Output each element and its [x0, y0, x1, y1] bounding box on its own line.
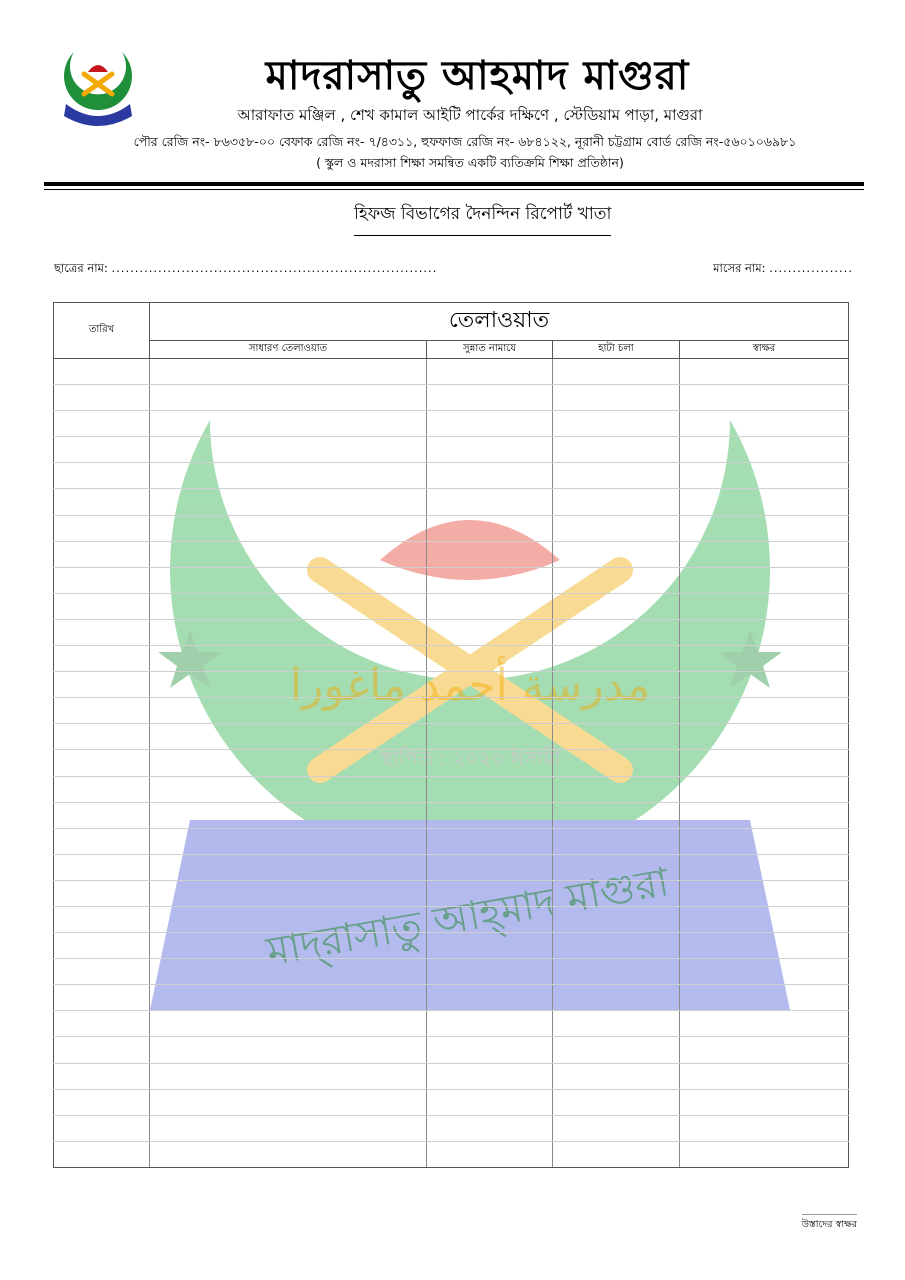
table-row — [54, 672, 849, 698]
walking-cell[interactable] — [553, 1089, 680, 1115]
walking-header: হাটা চলা — [553, 341, 680, 359]
watermark-arabic-text: مدرسة أحمد ماغورا — [289, 660, 651, 711]
date-cell[interactable] — [54, 906, 150, 932]
date-column-header: তারিখ — [54, 303, 150, 359]
teacher-signature-label: উস্তাদের স্বাক্ষর — [802, 1214, 858, 1233]
general-recitation-cell[interactable] — [150, 593, 427, 619]
table-row — [54, 411, 849, 437]
table-row — [54, 1141, 849, 1167]
walking-cell[interactable] — [553, 489, 680, 515]
walking-cell[interactable] — [553, 985, 680, 1011]
signature-cell[interactable] — [680, 359, 849, 385]
sunnah-prayer-cell[interactable] — [427, 1011, 553, 1037]
walking-cell[interactable] — [553, 1063, 680, 1089]
general-recitation-cell[interactable] — [150, 1115, 427, 1141]
student-name-label: ছাত্রের নাম: — [54, 261, 108, 275]
signature-cell[interactable] — [680, 959, 849, 985]
date-cell[interactable] — [54, 359, 150, 385]
date-cell[interactable] — [54, 646, 150, 672]
table-row — [54, 567, 849, 593]
walking-cell[interactable] — [553, 515, 680, 541]
table-row — [54, 1037, 849, 1063]
signature-cell[interactable] — [680, 385, 849, 411]
sunnah-prayer-cell[interactable] — [427, 959, 553, 985]
table-row — [54, 854, 849, 880]
signature-cell[interactable] — [680, 437, 849, 463]
general-recitation-cell[interactable] — [150, 959, 427, 985]
sunnah-prayer-cell[interactable] — [427, 750, 553, 776]
signature-cell[interactable] — [680, 646, 849, 672]
month-name-label: মাসের নাম: — [713, 261, 766, 275]
watermark-banner-text: মাদ্‌রাসাতু আহ্‌মাদ মাগুরা — [263, 859, 673, 976]
general-recitation-cell[interactable] — [150, 906, 427, 932]
general-recitation-cell[interactable] — [150, 1011, 427, 1037]
table-row — [54, 619, 849, 645]
general-recitation-cell[interactable] — [150, 854, 427, 880]
general-recitation-cell[interactable] — [150, 1089, 427, 1115]
madrasa-emblem-icon — [60, 44, 136, 126]
date-cell[interactable] — [54, 698, 150, 724]
date-cell[interactable] — [54, 489, 150, 515]
signature-cell[interactable] — [680, 489, 849, 515]
walking-cell[interactable] — [553, 1037, 680, 1063]
watermark-established: স্থাপিত : ২০২০ ঈসায়ী — [379, 746, 561, 770]
general-recitation-cell[interactable] — [150, 567, 427, 593]
date-cell[interactable] — [54, 959, 150, 985]
signature-cell[interactable] — [680, 1115, 849, 1141]
signature-cell[interactable] — [680, 854, 849, 880]
sunnah-prayer-cell[interactable] — [427, 985, 553, 1011]
signature-cell[interactable] — [680, 985, 849, 1011]
signature-cell[interactable] — [680, 567, 849, 593]
walking-cell[interactable] — [553, 1011, 680, 1037]
general-recitation-cell[interactable] — [150, 672, 427, 698]
institution-tagline: ( স্কুল ও মদরাসা শিক্ষা সমন্বিত একটি ব্যতিক্রমি শিক্ষা প্রতিষ্ঠান) — [316, 155, 624, 170]
general-recitation-cell[interactable] — [150, 619, 427, 645]
sunnah-prayer-cell[interactable] — [427, 411, 553, 437]
table-row — [54, 750, 849, 776]
walking-cell[interactable] — [553, 1115, 680, 1141]
table-row — [54, 776, 849, 802]
sunnah-prayer-cell[interactable] — [427, 1063, 553, 1089]
date-cell[interactable] — [54, 593, 150, 619]
signature-cell[interactable] — [680, 1063, 849, 1089]
header-divider — [44, 182, 864, 186]
general-recitation-cell[interactable] — [150, 985, 427, 1011]
table-row — [54, 541, 849, 567]
sunnah-prayer-cell[interactable] — [427, 1115, 553, 1141]
general-recitation-cell[interactable] — [150, 880, 427, 906]
general-recitation-cell[interactable] — [150, 933, 427, 959]
date-cell[interactable] — [54, 619, 150, 645]
table-row — [54, 1089, 849, 1115]
table-row — [54, 463, 849, 489]
walking-cell[interactable] — [553, 567, 680, 593]
date-cell[interactable] — [54, 802, 150, 828]
sunnah-prayer-cell[interactable] — [427, 802, 553, 828]
date-cell[interactable] — [54, 541, 150, 567]
table-row — [54, 489, 849, 515]
walking-cell[interactable] — [553, 750, 680, 776]
signature-cell[interactable] — [680, 933, 849, 959]
walking-cell[interactable] — [553, 854, 680, 880]
document-title: হিফজ বিভাগের দৈনন্দিন রিপোর্ট খাতা — [354, 201, 611, 236]
signature-cell[interactable] — [680, 698, 849, 724]
general-recitation-cell[interactable] — [150, 489, 427, 515]
table-row — [54, 933, 849, 959]
signature-header: স্বাক্ষর — [680, 341, 849, 359]
signature-cell[interactable] — [680, 463, 849, 489]
walking-cell[interactable] — [553, 385, 680, 411]
header-divider-thin — [44, 189, 864, 190]
table-row — [54, 437, 849, 463]
student-name-blank[interactable]: ...................................................................... — [111, 261, 438, 275]
date-cell[interactable] — [54, 1011, 150, 1037]
signature-cell[interactable] — [680, 724, 849, 750]
walking-cell[interactable] — [553, 724, 680, 750]
date-cell[interactable] — [54, 750, 150, 776]
general-recitation-cell[interactable] — [150, 541, 427, 567]
date-cell[interactable] — [54, 1063, 150, 1089]
date-cell[interactable] — [54, 854, 150, 880]
walking-cell[interactable] — [553, 698, 680, 724]
sunnah-prayer-cell[interactable] — [427, 385, 553, 411]
table-row — [54, 828, 849, 854]
general-recitation-cell[interactable] — [150, 776, 427, 802]
sunnah-prayer-cell[interactable] — [427, 567, 553, 593]
sunnah-prayer-cell[interactable] — [427, 880, 553, 906]
date-cell[interactable] — [54, 985, 150, 1011]
general-recitation-cell[interactable] — [150, 724, 427, 750]
recitation-group-header: তেলাওয়াত — [150, 303, 849, 341]
walking-cell[interactable] — [553, 906, 680, 932]
general-recitation-cell[interactable] — [150, 359, 427, 385]
table-row — [54, 959, 849, 985]
date-cell[interactable] — [54, 385, 150, 411]
signature-cell[interactable] — [680, 541, 849, 567]
report-table — [53, 302, 849, 1168]
sunnah-prayer-cell[interactable] — [427, 541, 553, 567]
table-row — [54, 593, 849, 619]
month-name-field[interactable] — [713, 260, 853, 279]
date-cell[interactable] — [54, 776, 150, 802]
signature-cell[interactable] — [680, 776, 849, 802]
student-name-field[interactable] — [54, 260, 437, 279]
sunnah-prayer-cell[interactable] — [427, 489, 553, 515]
walking-cell[interactable] — [553, 646, 680, 672]
sunnah-prayer-cell[interactable] — [427, 724, 553, 750]
signature-cell[interactable] — [680, 1141, 849, 1167]
signature-cell[interactable] — [680, 1089, 849, 1115]
date-cell[interactable] — [54, 567, 150, 593]
date-cell[interactable] — [54, 1141, 150, 1167]
sunnah-prayer-cell[interactable] — [427, 698, 553, 724]
table-row — [54, 646, 849, 672]
sunnah-prayer-cell[interactable] — [427, 1141, 553, 1167]
signature-cell[interactable] — [680, 411, 849, 437]
date-cell[interactable] — [54, 437, 150, 463]
general-recitation-cell[interactable] — [150, 1037, 427, 1063]
walking-cell[interactable] — [553, 828, 680, 854]
date-cell[interactable] — [54, 1115, 150, 1141]
general-recitation-cell[interactable] — [150, 463, 427, 489]
sunnah-prayer-cell[interactable] — [427, 463, 553, 489]
sunnah-prayer-cell[interactable] — [427, 828, 553, 854]
sunnah-prayer-cell[interactable] — [427, 593, 553, 619]
sunnah-prayer-cell[interactable] — [427, 1089, 553, 1115]
signature-cell[interactable] — [680, 880, 849, 906]
walking-cell[interactable] — [553, 463, 680, 489]
walking-cell[interactable] — [553, 1141, 680, 1167]
sunnah-prayer-cell[interactable] — [427, 619, 553, 645]
institution-address: আরাফাত মঞ্জিল , শেখ কামাল আইটি পার্কের দক্ষিণে , স্টেডিয়াম পাড়া, মাগুরা — [237, 106, 703, 124]
sunnah-prayer-cell[interactable] — [427, 906, 553, 932]
walking-cell[interactable] — [553, 619, 680, 645]
sunnah-prayer-cell[interactable] — [427, 854, 553, 880]
general-recitation-cell[interactable] — [150, 385, 427, 411]
general-recitation-cell[interactable] — [150, 1063, 427, 1089]
date-cell[interactable] — [54, 515, 150, 541]
signature-cell[interactable] — [680, 828, 849, 854]
date-cell[interactable] — [54, 880, 150, 906]
table-row — [54, 802, 849, 828]
sunnah-prayer-cell[interactable] — [427, 933, 553, 959]
date-cell[interactable] — [54, 828, 150, 854]
walking-cell[interactable] — [553, 541, 680, 567]
walking-cell[interactable] — [553, 776, 680, 802]
table-row — [54, 359, 849, 385]
table-row — [54, 985, 849, 1011]
signature-cell[interactable] — [680, 672, 849, 698]
signature-cell[interactable] — [680, 593, 849, 619]
table-row — [54, 906, 849, 932]
walking-cell[interactable] — [553, 359, 680, 385]
table-row — [54, 385, 849, 411]
signature-cell[interactable] — [680, 515, 849, 541]
month-name-blank[interactable]: .................. — [769, 261, 853, 275]
date-cell[interactable] — [54, 724, 150, 750]
signature-cell[interactable] — [680, 1037, 849, 1063]
date-cell[interactable] — [54, 1089, 150, 1115]
sunnah-prayer-cell[interactable] — [427, 776, 553, 802]
table-row — [54, 724, 849, 750]
date-cell[interactable] — [54, 672, 150, 698]
sunnah-prayer-cell[interactable] — [427, 437, 553, 463]
signature-cell[interactable] — [680, 802, 849, 828]
walking-cell[interactable] — [553, 959, 680, 985]
table-row — [54, 880, 849, 906]
general-recitation-cell[interactable] — [150, 515, 427, 541]
date-cell[interactable] — [54, 933, 150, 959]
registration-numbers: পৌর রেজি নং- ৮৬৩৫৮-০০ বেফাক রেজি নং- ৭/৪৩১১, হুফফাজ রেজি নং- ৬৮৪১২২, নূরানী চট্টগ্রাম বোর্ড রেজি নং-৫৬০১০৬৯৮১ — [133, 134, 797, 149]
signature-cell[interactable] — [680, 906, 849, 932]
general-recitation-cell[interactable] — [150, 802, 427, 828]
sunnah-prayer-cell[interactable] — [427, 646, 553, 672]
sunnah-prayer-header: সুন্নাত নামাযে — [427, 341, 553, 359]
sunnah-prayer-cell[interactable] — [427, 359, 553, 385]
general-recitation-cell[interactable] — [150, 437, 427, 463]
walking-cell[interactable] — [553, 411, 680, 437]
institution-name: মাদরাসাতু আহমাদ মাগুরা — [265, 52, 690, 99]
walking-cell[interactable] — [553, 437, 680, 463]
walking-cell[interactable] — [553, 593, 680, 619]
signature-cell[interactable] — [680, 1011, 849, 1037]
table-row — [54, 698, 849, 724]
table-row — [54, 1011, 849, 1037]
walking-cell[interactable] — [553, 802, 680, 828]
general-recitation-cell[interactable] — [150, 646, 427, 672]
date-cell[interactable] — [54, 463, 150, 489]
walking-cell[interactable] — [553, 672, 680, 698]
general-recitation-cell[interactable] — [150, 1141, 427, 1167]
walking-cell[interactable] — [553, 933, 680, 959]
general-recitation-cell[interactable] — [150, 750, 427, 776]
signature-cell[interactable] — [680, 619, 849, 645]
date-cell[interactable] — [54, 1037, 150, 1063]
general-recitation-cell[interactable] — [150, 828, 427, 854]
sunnah-prayer-cell[interactable] — [427, 672, 553, 698]
general-recitation-cell[interactable] — [150, 698, 427, 724]
table-row — [54, 515, 849, 541]
table-row — [54, 1063, 849, 1089]
sunnah-prayer-cell[interactable] — [427, 1037, 553, 1063]
general-recitation-cell[interactable] — [150, 411, 427, 437]
sunnah-prayer-cell[interactable] — [427, 515, 553, 541]
table-row — [54, 1115, 849, 1141]
date-cell[interactable] — [54, 411, 150, 437]
walking-cell[interactable] — [553, 880, 680, 906]
general-recitation-header: সাধারণ তেলাওয়াত — [150, 341, 427, 359]
signature-cell[interactable] — [680, 750, 849, 776]
